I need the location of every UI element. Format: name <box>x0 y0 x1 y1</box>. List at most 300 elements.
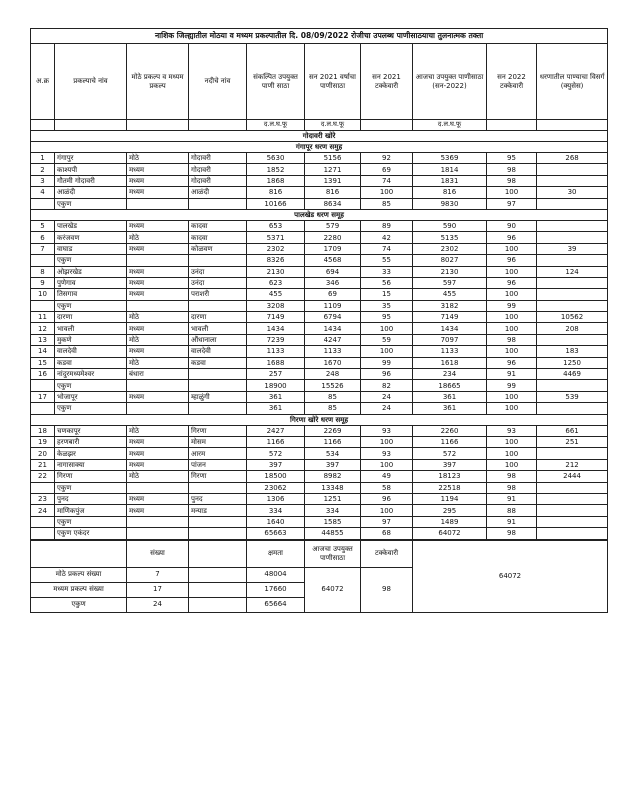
cell: 93 <box>361 448 413 459</box>
cell: 97 <box>487 198 537 209</box>
cell: 100 <box>487 243 537 254</box>
cell: दारणा <box>55 312 127 323</box>
cell <box>537 277 608 288</box>
cell: 7097 <box>413 334 487 345</box>
cell: एकुण <box>55 300 127 311</box>
cell: 9830 <box>413 198 487 209</box>
cell: मध्यम <box>127 277 189 288</box>
cell: पुनद <box>55 493 127 504</box>
cell: एकुण एकंदर <box>55 528 127 539</box>
cell: 23062 <box>247 482 305 493</box>
cell: 96 <box>487 277 537 288</box>
cell: 8634 <box>305 198 361 209</box>
cell <box>31 516 55 527</box>
cell <box>537 232 608 243</box>
cell: वाघाड <box>55 243 127 254</box>
cell: 653 <box>247 220 305 231</box>
cell: नांदुरमध्यमेश्वर <box>55 369 127 380</box>
cell: गौतमी गोदावरी <box>55 175 127 186</box>
cell: मोठे <box>127 312 189 323</box>
cell: 1166 <box>247 436 305 447</box>
cell: हरणबारी <box>55 436 127 447</box>
cell <box>127 403 189 414</box>
unit-row <box>31 120 608 131</box>
cell: 100 <box>487 436 537 447</box>
cell: 572 <box>247 448 305 459</box>
cell: उनंदा <box>189 277 247 288</box>
cell: 96 <box>361 493 413 504</box>
cell <box>189 516 247 527</box>
cell <box>189 300 247 311</box>
cell: 816 <box>305 187 361 198</box>
table-row <box>31 459 608 470</box>
header-cell: नदीचे नांव <box>189 44 247 120</box>
cell: 85 <box>305 391 361 402</box>
cell: 361 <box>247 403 305 414</box>
total-row <box>31 482 608 493</box>
cell: 1434 <box>413 323 487 334</box>
cell: 100 <box>487 391 537 402</box>
cell: 100 <box>487 459 537 470</box>
cell: नागासाक्या <box>55 459 127 470</box>
cell: 13348 <box>305 482 361 493</box>
cell: 346 <box>305 277 361 288</box>
cell: मध्यम <box>127 266 189 277</box>
cell <box>537 255 608 266</box>
cell: काश्यपी <box>55 164 127 175</box>
cell: 24 <box>361 403 413 414</box>
cell <box>127 255 189 266</box>
cell: 100 <box>487 289 537 300</box>
cell: 4 <box>31 187 55 198</box>
cell <box>537 289 608 300</box>
cell <box>127 528 189 539</box>
cell: कडवा <box>189 357 247 368</box>
summary-right-value: 64072 <box>413 540 608 612</box>
cell: 295 <box>413 505 487 516</box>
cell <box>537 198 608 209</box>
cell: 3 <box>31 175 55 186</box>
cell <box>189 482 247 493</box>
cell: 1640 <box>247 516 305 527</box>
cell: 2280 <box>305 232 361 243</box>
cell: कादवा <box>189 232 247 243</box>
cell: ओझरखेड <box>55 266 127 277</box>
table-row <box>31 357 608 368</box>
cell: आरम <box>189 448 247 459</box>
cell: 22518 <box>413 482 487 493</box>
cell: गोदावरी <box>189 164 247 175</box>
cell: 212 <box>537 459 608 470</box>
header-cell: धरणातील पाण्याचा विसर्ग (क्युसेस) <box>537 44 608 120</box>
cell: 49 <box>361 471 413 482</box>
table-row <box>31 334 608 345</box>
cell: 183 <box>537 346 608 357</box>
cell: पांजन <box>189 459 247 470</box>
cell: 59 <box>361 334 413 345</box>
unit-cell: द.ल.घ.फू <box>305 120 361 131</box>
header-cell: सन 2022 टक्केवारी <box>487 44 537 120</box>
cell: 1670 <box>305 357 361 368</box>
cell: 3208 <box>247 300 305 311</box>
cell: मोठे <box>127 334 189 345</box>
cell: 14 <box>31 346 55 357</box>
cell: मोठे <box>127 357 189 368</box>
cell: 257 <box>247 369 305 380</box>
table-row <box>31 153 608 164</box>
cell: 2130 <box>413 266 487 277</box>
cell: 100 <box>487 266 537 277</box>
table-row <box>31 436 608 447</box>
cell: कोळवण <box>189 243 247 254</box>
cell: 1585 <box>305 516 361 527</box>
cell: 5369 <box>413 153 487 164</box>
cell: 7239 <box>247 334 305 345</box>
cell <box>537 380 608 391</box>
cell: 539 <box>537 391 608 402</box>
cell: मध्यम <box>127 493 189 504</box>
summary-table <box>30 540 608 613</box>
cell: 88 <box>487 505 537 516</box>
cell: 12 <box>31 323 55 334</box>
header-row <box>31 44 608 120</box>
cell: 5630 <box>247 153 305 164</box>
cell: 97 <box>361 516 413 527</box>
table-row <box>31 164 608 175</box>
cell: भावली <box>189 323 247 334</box>
cell: 1868 <box>247 175 305 186</box>
header-cell: प्रकल्पाचे नांव <box>55 44 127 120</box>
cell: चणकापूर <box>55 425 127 436</box>
cell: 90 <box>487 220 537 231</box>
cell <box>189 528 247 539</box>
cell: 42 <box>361 232 413 243</box>
table-row <box>31 369 608 380</box>
cell: मध्यम <box>127 505 189 516</box>
total-row <box>31 198 608 209</box>
cell: 39 <box>537 243 608 254</box>
cell: 6 <box>31 232 55 243</box>
cell: 33 <box>361 266 413 277</box>
cell <box>127 482 189 493</box>
summary-percent-value: 98 <box>361 567 413 612</box>
cell: 3182 <box>413 300 487 311</box>
total-row <box>31 516 608 527</box>
cell: मध्यम <box>127 220 189 231</box>
cell: 9 <box>31 277 55 288</box>
cell: 21 <box>31 459 55 470</box>
cell: 268 <box>537 153 608 164</box>
cell <box>31 528 55 539</box>
cell <box>537 505 608 516</box>
cell: 89 <box>361 220 413 231</box>
cell: 18900 <box>247 380 305 391</box>
cell: 30 <box>537 187 608 198</box>
cell: 1688 <box>247 357 305 368</box>
cell: 11 <box>31 312 55 323</box>
cell: 1434 <box>305 323 361 334</box>
cell: 93 <box>361 425 413 436</box>
cell: 100 <box>487 323 537 334</box>
cell: एकुण <box>55 403 127 414</box>
cell <box>31 300 55 311</box>
cell <box>189 369 247 380</box>
cell: 15 <box>31 357 55 368</box>
header-cell: अ.क्र <box>31 44 55 120</box>
cell: 5156 <box>305 153 361 164</box>
cell: तिसगाव <box>55 289 127 300</box>
cell: 10166 <box>247 198 305 209</box>
cell: मध्यम <box>127 448 189 459</box>
group-title-row <box>31 142 608 153</box>
cell: 455 <box>413 289 487 300</box>
cell: 2427 <box>247 425 305 436</box>
cell: म्हाळुंगी <box>189 391 247 402</box>
table-row <box>31 471 608 482</box>
cell: गिरणा <box>189 425 247 436</box>
cell: 208 <box>537 323 608 334</box>
cell: 248 <box>305 369 361 380</box>
cell: 5371 <box>247 232 305 243</box>
cell: 361 <box>247 391 305 402</box>
cell: मोठे <box>127 471 189 482</box>
grand-total-row <box>31 528 608 539</box>
cell: 98 <box>487 528 537 539</box>
basin-title: गोदावरी खोरे <box>31 131 608 142</box>
cell: 74 <box>361 243 413 254</box>
cell: 98 <box>487 175 537 186</box>
cell: 24 <box>31 505 55 516</box>
table-row <box>31 289 608 300</box>
cell: 4568 <box>305 255 361 266</box>
cell: मन्याड <box>189 505 247 516</box>
cell: 1 <box>31 153 55 164</box>
cell: कडवा <box>55 357 127 368</box>
header-cell: आजचा उपयुक्त पाणीसाठा (सन-2022) <box>413 44 487 120</box>
cell <box>189 198 247 209</box>
cell: 100 <box>487 403 537 414</box>
summary-today-value: 64072 <box>305 567 361 612</box>
cell: 1133 <box>413 346 487 357</box>
header-cell: मोठे प्रकल्प व मध्यम प्रकल्प <box>127 44 189 120</box>
cell: 7 <box>31 243 55 254</box>
cell: 2 <box>31 164 55 175</box>
cell: 2302 <box>247 243 305 254</box>
cell: 22 <box>31 471 55 482</box>
cell: 100 <box>487 448 537 459</box>
cell <box>189 255 247 266</box>
cell: 15526 <box>305 380 361 391</box>
header-cell: सन 2021 टक्केवारी <box>361 44 413 120</box>
cell: 95 <box>361 312 413 323</box>
basin-row <box>31 131 608 142</box>
cell: 361 <box>413 391 487 402</box>
cell: 64072 <box>413 528 487 539</box>
cell: 816 <box>247 187 305 198</box>
cell <box>537 300 608 311</box>
summary-percent-header: टक्केवारी <box>361 540 413 567</box>
cell: 534 <box>305 448 361 459</box>
cell: एकुण <box>55 380 127 391</box>
cell: 7149 <box>413 312 487 323</box>
table-row <box>31 312 608 323</box>
cell: मध्यम <box>127 436 189 447</box>
cell: 92 <box>361 153 413 164</box>
cell: 1194 <box>413 493 487 504</box>
group-title: पालखेड धरण समूह <box>31 209 608 220</box>
cell: एकुण <box>55 198 127 209</box>
cell: 8326 <box>247 255 305 266</box>
summary-row: मध्यम प्रकल्प संख्या 17 17660 <box>31 582 608 597</box>
cell <box>127 516 189 527</box>
cell: उनंदा <box>189 266 247 277</box>
cell: 19 <box>31 436 55 447</box>
header-cell: संकल्पित उपयुक्त पाणी साठा <box>247 44 305 120</box>
cell: 1814 <box>413 164 487 175</box>
summary-capacity-header: क्षमता <box>247 540 305 567</box>
cell: 18665 <box>413 380 487 391</box>
cell: 4247 <box>305 334 361 345</box>
cell: 98 <box>487 482 537 493</box>
cell: एकुण <box>55 482 127 493</box>
cell: 100 <box>361 505 413 516</box>
cell: 597 <box>413 277 487 288</box>
cell: 4469 <box>537 369 608 380</box>
cell: मध्यम <box>127 323 189 334</box>
cell: 251 <box>537 436 608 447</box>
cell: माणिकपुंज <box>55 505 127 516</box>
cell: मध्यम <box>127 289 189 300</box>
cell: औंधानाला <box>189 334 247 345</box>
cell: 100 <box>361 323 413 334</box>
cell: करंजवण <box>55 232 127 243</box>
cell: 91 <box>487 516 537 527</box>
cell: 816 <box>413 187 487 198</box>
cell: मध्यम <box>127 391 189 402</box>
cell: 1489 <box>413 516 487 527</box>
summary-header-row <box>31 540 608 567</box>
cell: 65663 <box>247 528 305 539</box>
cell: मोठे <box>127 425 189 436</box>
cell: 96 <box>487 357 537 368</box>
cell: 1306 <box>247 493 305 504</box>
table-row <box>31 266 608 277</box>
cell: मध्यम <box>127 459 189 470</box>
table-row <box>31 187 608 198</box>
cell: 91 <box>487 369 537 380</box>
cell: 623 <box>247 277 305 288</box>
cell: बंधारा <box>127 369 189 380</box>
cell: मध्यम <box>127 346 189 357</box>
cell: 91 <box>487 493 537 504</box>
cell <box>31 255 55 266</box>
cell: 96 <box>487 232 537 243</box>
cell: 93 <box>487 425 537 436</box>
cell <box>31 198 55 209</box>
cell: मध्यम <box>127 164 189 175</box>
cell: 234 <box>413 369 487 380</box>
cell: 10562 <box>537 312 608 323</box>
table-row <box>31 448 608 459</box>
summary-count-header: संख्या <box>127 540 189 567</box>
cell: 82 <box>361 380 413 391</box>
summary-row: एकुण 24 65664 <box>31 597 608 612</box>
cell: 100 <box>361 346 413 357</box>
cell <box>189 403 247 414</box>
cell: 661 <box>537 425 608 436</box>
cell: भावली <box>55 323 127 334</box>
cell <box>537 164 608 175</box>
cell: 579 <box>305 220 361 231</box>
cell: 95 <box>487 153 537 164</box>
cell: 1391 <box>305 175 361 186</box>
cell <box>537 528 608 539</box>
cell: 1618 <box>413 357 487 368</box>
cell <box>537 482 608 493</box>
cell: 100 <box>361 187 413 198</box>
cell <box>537 220 608 231</box>
cell: 69 <box>305 289 361 300</box>
cell: कादवा <box>189 220 247 231</box>
unit-cell: द.ल.घ.फू <box>413 120 487 131</box>
cell: मोठे <box>127 232 189 243</box>
cell: 18 <box>31 425 55 436</box>
cell: 124 <box>537 266 608 277</box>
cell: 85 <box>305 403 361 414</box>
cell: 8027 <box>413 255 487 266</box>
cell: 397 <box>247 459 305 470</box>
summary-today-header: आजचा उपयुक्त पाणीसाठा <box>305 540 361 567</box>
cell: 572 <box>413 448 487 459</box>
cell <box>31 380 55 391</box>
cell: 2260 <box>413 425 487 436</box>
cell: 100 <box>487 312 537 323</box>
cell: 1831 <box>413 175 487 186</box>
cell: 100 <box>361 459 413 470</box>
summary-row: मोठे प्रकल्प संख्या 7 48004 64072 98 <box>31 567 608 582</box>
cell: एकुण <box>55 255 127 266</box>
cell: 5135 <box>413 232 487 243</box>
cell: 99 <box>487 300 537 311</box>
group-title-row <box>31 209 608 220</box>
cell: 1434 <box>247 323 305 334</box>
table-row <box>31 243 608 254</box>
cell: 5 <box>31 220 55 231</box>
cell: 1133 <box>305 346 361 357</box>
cell: 1251 <box>305 493 361 504</box>
cell: 397 <box>413 459 487 470</box>
cell <box>537 516 608 527</box>
cell: 1852 <box>247 164 305 175</box>
cell: गोदावरी <box>189 175 247 186</box>
cell: 2302 <box>413 243 487 254</box>
cell: 35 <box>361 300 413 311</box>
cell: 56 <box>361 277 413 288</box>
cell: 15 <box>361 289 413 300</box>
cell: 69 <box>361 164 413 175</box>
total-row <box>31 300 608 311</box>
cell <box>127 198 189 209</box>
cell: 24 <box>361 391 413 402</box>
cell: 55 <box>361 255 413 266</box>
table-row <box>31 277 608 288</box>
cell: 99 <box>487 380 537 391</box>
table-row <box>31 232 608 243</box>
cell: आळंदी <box>55 187 127 198</box>
cell <box>31 403 55 414</box>
cell: 1166 <box>413 436 487 447</box>
table-title: नाशिक जिल्ह्यातील मोठया व मध्यम प्रकल्पातील दि. 08/09/2022 रोजीचा उपलब्ध पाणीसाठयाचा तुलनात्मक तक्ता <box>31 29 608 44</box>
